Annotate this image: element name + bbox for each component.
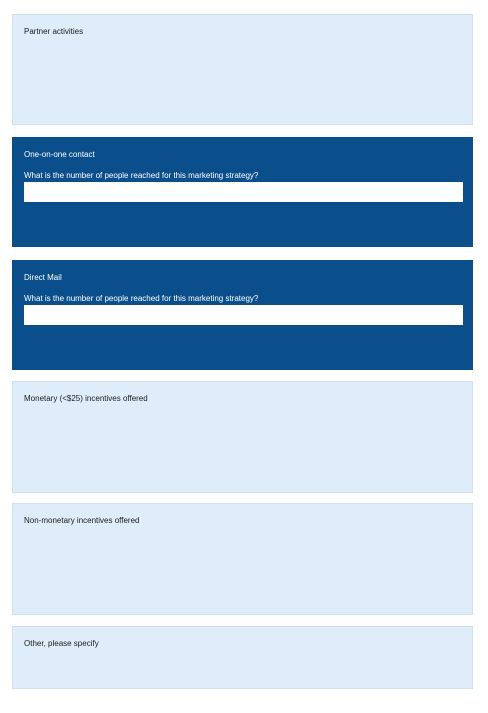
section-title: Partner activities — [24, 27, 84, 36]
section-title: One-on-one contact — [24, 150, 95, 159]
section-title: Monetary (<$25) incentives offered — [24, 394, 148, 403]
question-label: What is the number of people reached for this marketing strategy? — [24, 171, 259, 180]
section-title: Direct Mail — [24, 273, 62, 282]
section-title: Other, please specify — [24, 639, 99, 648]
one-on-one-contact-section — [12, 137, 473, 247]
people-reached-input-one-on-one[interactable] — [24, 182, 463, 202]
section-title: Non-monetary incentives offered — [24, 516, 140, 525]
direct-mail-section — [12, 260, 473, 370]
other-specify-section — [12, 626, 473, 689]
question-label: What is the number of people reached for this marketing strategy? — [24, 294, 259, 303]
partner-activities-section — [12, 14, 473, 125]
people-reached-input-direct-mail[interactable] — [24, 305, 463, 325]
non-monetary-incentives-section — [12, 503, 473, 615]
monetary-incentives-section — [12, 381, 473, 493]
